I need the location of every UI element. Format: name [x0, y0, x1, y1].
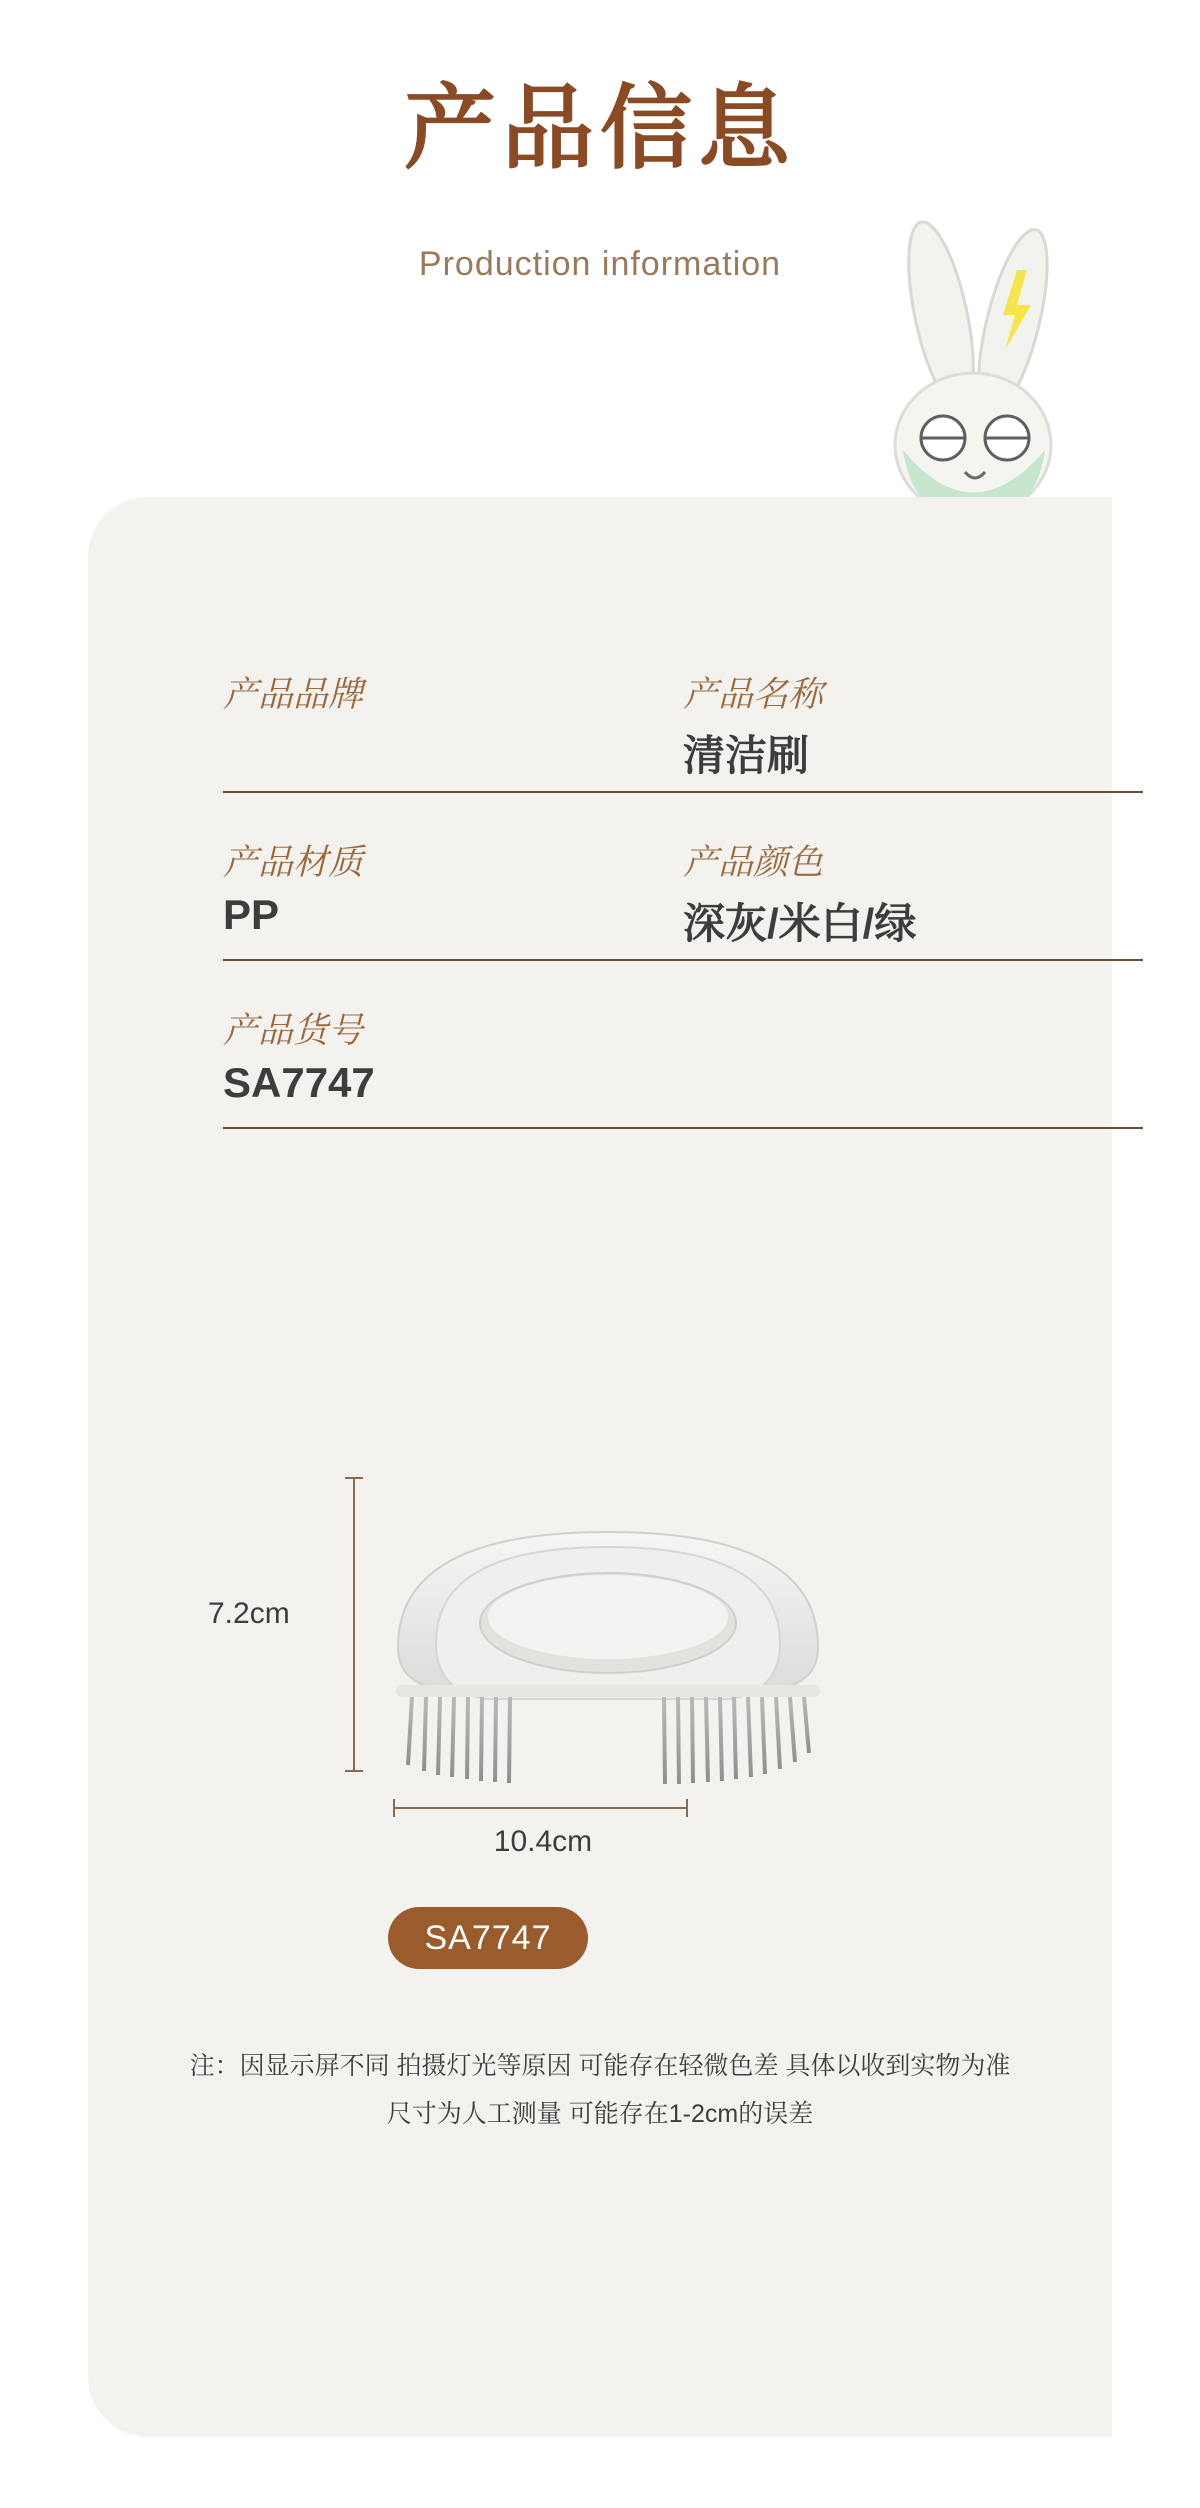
cleaning-brush-image: [378, 1447, 838, 1807]
height-dimension-line: [353, 1477, 355, 1772]
width-dimension-line: [393, 1807, 688, 1809]
spec-label: 产品品牌: [223, 675, 364, 714]
spec-label: 产品颜色: [683, 843, 824, 882]
product-info-card: [88, 497, 1112, 2437]
product-image-area: [88, 1427, 1112, 1887]
product-code-badge: SA7747: [388, 1907, 588, 1969]
spec-cell-empty: [683, 1003, 1143, 1109]
spec-cell-name: [683, 667, 1143, 779]
spec-label: 产品名称: [683, 675, 824, 714]
height-dimension-label: 7.2cm: [208, 1597, 290, 1630]
spec-value: 清洁刷: [683, 732, 810, 779]
page-title: 产品信息: [403, 78, 796, 180]
page-subtitle: Production information: [418, 245, 782, 283]
spec-cell-sku: [223, 1003, 683, 1109]
spec-row: [223, 667, 1143, 793]
disclaimer-note: [88, 2042, 1112, 2138]
spec-table: [223, 667, 1143, 1129]
spec-cell-material: [223, 835, 683, 941]
spec-label: [683, 1003, 1143, 1043]
spec-cell-brand: [223, 667, 683, 773]
spec-row: [223, 1003, 1143, 1129]
spec-cell-color: [683, 835, 1143, 947]
spec-value: PP: [223, 891, 280, 938]
disclaimer-line-2: 尺寸为人工测量 可能存在1-2cm的误差: [386, 2100, 814, 2128]
spec-value: [683, 1059, 1143, 1109]
width-dimension-label: 10.4cm: [493, 1825, 593, 1858]
spec-row: [223, 835, 1143, 961]
spec-label: 产品材质: [223, 843, 364, 882]
disclaimer-line-1: 注：因显示屏不同 拍摄灯光等原因 可能存在轻微色差 具体以收到实物为准: [189, 2052, 1011, 2080]
spec-value: [223, 723, 683, 773]
spec-label: 产品货号: [223, 1011, 364, 1050]
spec-value: 深灰/米白/绿: [683, 900, 917, 947]
spec-value: SA7747: [223, 1059, 375, 1106]
